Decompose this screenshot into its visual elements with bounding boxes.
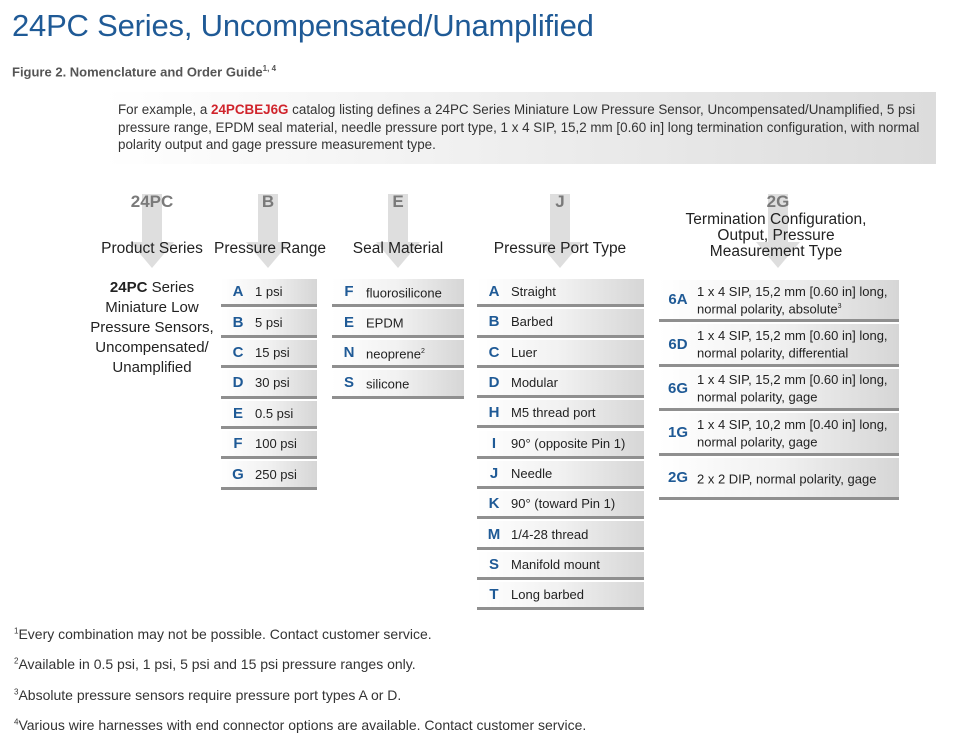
footnote: $^4$Various wire harnesses with end connector options are available. Contact customer service. [14,717,587,733]
option-code: D [488,374,500,392]
option-row [477,582,644,610]
option-row [221,340,317,368]
option-row [477,461,644,489]
option-code: C [232,343,244,361]
option-row [477,431,644,459]
option-row [659,369,899,411]
option-label: 2 x 2 DIP, normal polarity, gage [697,470,877,486]
option-code: M [487,525,501,543]
option-row [477,521,644,549]
option-code: A [232,283,244,301]
option-label: Manifold mount [511,556,600,572]
option-row [477,552,644,580]
option-row [477,400,644,428]
option-row [477,491,644,519]
option-code: T [489,586,499,604]
figure-caption: Figure 2. Nomenclature and Order Guide$^{1, 4}$ [12,64,277,80]
option-code: F [344,283,354,301]
option-code: E [232,404,243,422]
option-label: 0.5 psi [255,405,294,421]
option-row [221,461,317,489]
option-code: B [232,313,244,331]
option-label: Needle [511,465,553,481]
option-label: 90° (toward Pin 1) [511,496,616,512]
option-label: 100 psi [255,436,297,452]
option-row [221,370,317,398]
option-row [221,431,317,459]
option-label: neoprene$^2$ [366,346,425,362]
option-label: 1 x 4 SIP, 10,2 mm [0.40 in] long, normal polarity, gage [697,416,888,450]
column-title-port-type: Pressure Port Type [493,240,627,257]
chevron-series: 24PC [110,190,194,270]
option-code: G [232,465,244,483]
option-label: 1/4-28 thread [511,526,589,542]
option-code: J [489,464,499,482]
option-row [659,413,899,455]
option-row [659,280,899,322]
option-label: 5 psi [255,314,283,330]
option-row [477,279,644,307]
option-label: Barbed [511,314,553,330]
option-label: fluorosilicone [366,285,442,301]
option-label: 15 psi [255,344,290,360]
option-code: S [343,374,354,392]
example-code: 24PCBEJ6G [211,102,289,117]
page-title: 24PC Series, Uncompensated/Unamplified [12,8,594,43]
option-row [221,279,317,307]
option-code: F [233,435,243,453]
footnote: $^3$Absolute pressure sensors require pressure port types A or D. [14,687,402,703]
option-label: M5 thread port [511,405,596,421]
option-label: 30 psi [255,375,290,391]
footnote: $^2$Available in 0.5 psi, 1 psi, 5 psi and 15 psi pressure ranges only. [14,656,416,672]
chevron-port-type: J [522,190,598,270]
option-label: 250 psi [255,466,297,482]
option-label: silicone [366,376,410,392]
option-code: 6D [668,335,688,353]
option-row [332,340,464,368]
option-label: Luer [511,344,538,360]
chevron-seal-material: E [360,190,436,270]
option-code: K [488,495,500,513]
option-code: B [488,313,500,331]
column-title-series: Product Series [101,240,203,257]
option-row [221,309,317,337]
chevron-termination: 2G [740,190,816,270]
option-row [659,324,899,366]
option-code: H [488,404,500,422]
option-code: C [488,343,500,361]
option-code: S [488,555,499,573]
column-title-seal-material: Seal Material [352,240,444,257]
option-row [332,279,464,307]
option-label: 1 x 4 SIP, 15,2 mm [0.60 in] long, normal polarity, absolute$^3$ [697,283,888,316]
chevron-pressure-range: B [230,190,306,270]
option-code: 2G [667,468,688,486]
option-code: I [491,434,497,452]
option-row [477,340,644,368]
option-row [332,309,464,337]
column-title-termination: Termination Configuration, Output, Pressure Measurement Type [685,211,867,260]
option-label: Long barbed [511,587,585,603]
option-label: Straight [511,284,556,300]
option-label: 1 x 4 SIP, 15,2 mm [0.60 in] long, normal polarity, gage [697,372,888,405]
option-code: N [343,343,355,361]
option-label: 90° (opposite Pin 1) [511,435,626,451]
option-code: D [232,374,244,392]
option-code: 6A [668,291,688,309]
footnote: $^1$Every combination may not be possible. Contact customer service. [14,626,432,642]
column-title-pressure-range: Pressure Range [213,240,326,257]
series-description: 24PC Series Miniature Low Pressure Sensors, Uncompensated/ Unamplified [90,279,214,376]
option-row [221,401,317,429]
option-code: 6G [667,379,688,397]
example-box: For example, a 24PCBEJ6G catalog listing defines a 24PC Series Miniature Low Pressure Sensor, Uncompensated/Unamplified, 5 psi pressure range, EPDM seal material, needle pressure port type, 1 x 4 SIP, 15,2 mm [0.60 in] long termination configuration, with normal polarity output and gage pressure measurement type. [104,92,936,164]
option-label: EPDM [366,315,404,331]
option-row [659,458,899,500]
option-row [477,309,644,337]
option-label: 1 x 4 SIP, 15,2 mm [0.60 in] long, normal polarity, differential [697,327,888,361]
option-code: E [343,313,354,331]
option-code: 1G [667,424,688,442]
option-label: Modular [511,375,558,391]
option-label: 1 psi [255,284,283,300]
option-code: A [488,283,500,301]
option-row [332,370,464,398]
option-row [477,370,644,398]
